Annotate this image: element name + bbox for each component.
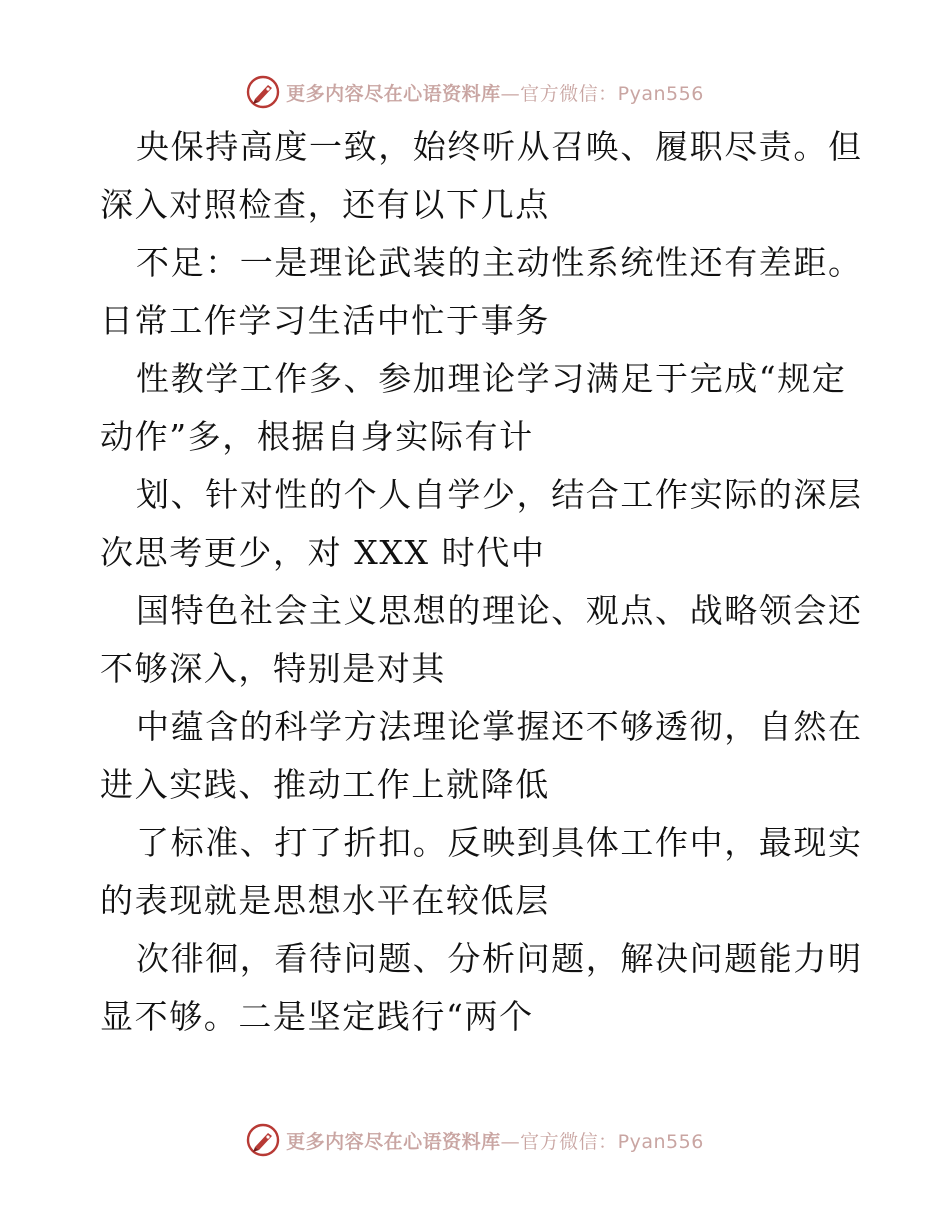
- paragraph-line: 的表现就是思想水平在较低层: [100, 881, 550, 920]
- paragraph-line: 显不够。二是坚定践行“两个: [100, 997, 534, 1036]
- paragraph-line: 日常工作学习生活中忙于事务: [100, 301, 550, 340]
- paragraph-line: 性教学工作多、参加理论学习满足于完成“规定: [136, 359, 847, 398]
- footer-wechat-label: 官方微信：Pyan556: [520, 1130, 704, 1153]
- paragraph-line: 中蕴含的科学方法理论掌握还不够透彻，自然在: [136, 707, 863, 746]
- paragraph-line: 不够深入，特别是对其: [100, 649, 446, 688]
- pen-nib-logo-icon: [246, 75, 280, 109]
- paragraph: [100, 466, 863, 582]
- paragraph: [100, 698, 863, 814]
- footer-banner-text: 更多内容尽在心语资料库—官方微信：Pyan556: [286, 1130, 704, 1153]
- paragraph-line: 进入实践、推动工作上就降低: [100, 765, 550, 804]
- paragraph-line: 动作”多，根据自身实际有计: [100, 417, 534, 456]
- paragraph: [100, 234, 863, 350]
- paragraph-line: 深入对照检查，还有以下几点: [100, 185, 550, 224]
- paragraph: [100, 118, 863, 234]
- paragraph: [100, 582, 863, 698]
- header-wechat-label: 官方微信：Pyan556: [520, 82, 704, 105]
- paragraph: [100, 350, 860, 466]
- document-body: [100, 118, 863, 1046]
- paragraph-line: 国特色社会主义思想的理论、观点、战略领会还: [136, 591, 863, 630]
- paragraph-line: 次思考更少，对 XXX 时代中: [100, 533, 546, 572]
- paragraph: [100, 930, 863, 1046]
- header-watermark: [0, 72, 950, 112]
- paragraph-line: 次徘徊，看待问题、分析问题，解决问题能力明: [136, 939, 863, 978]
- paragraph-line: 不足：一是理论武装的主动性系统性还有差距。: [136, 243, 863, 282]
- header-banner-text: 更多内容尽在心语资料库—官方微信：Pyan556: [286, 82, 704, 105]
- footer-watermark: [0, 1120, 950, 1160]
- paragraph-line: 划、针对性的个人自学少，结合工作实际的深层: [136, 475, 863, 514]
- paragraph: [100, 814, 863, 930]
- paragraph-line: 了标准、打了折扣。反映到具体工作中，最现实: [136, 823, 863, 862]
- pen-nib-logo-icon: [246, 1123, 280, 1157]
- paragraph-line: 央保持高度一致，始终听从召唤、履职尽责。但: [136, 127, 863, 166]
